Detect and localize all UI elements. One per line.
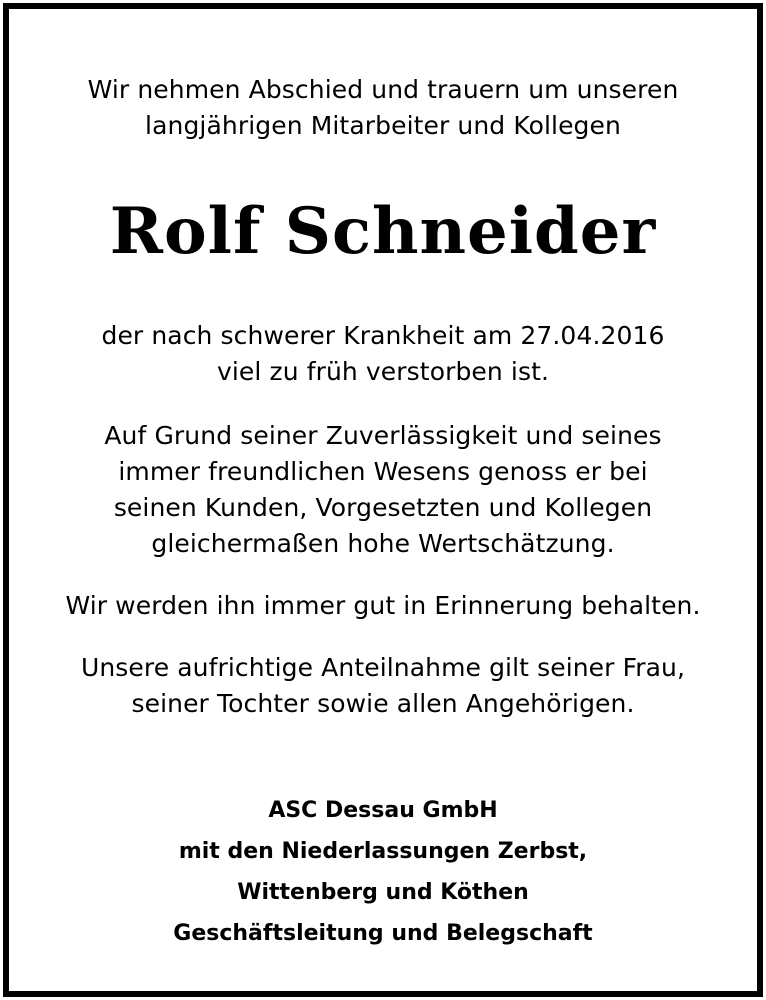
death-line: viel zu früh verstorben ist. — [216, 357, 550, 386]
deceased-name-text: Rolf Schneider — [109, 194, 657, 269]
intro-text — [0, 72, 766, 144]
condolence-line: Unsere aufrichtige Anteilnahme gilt seiner Frau, — [80, 653, 686, 682]
tribute-line: immer freundlichen Wesens genoss er bei — [118, 457, 648, 486]
condolence-line: seiner Tochter sowie allen Angehörigen. — [131, 689, 635, 718]
intro-line: Wir nehmen Abschied und trauern um unseren — [87, 75, 679, 104]
sender-signature — [0, 790, 766, 954]
sender-line: Geschäftsleitung und Belegschaft — [173, 921, 593, 946]
deceased-name — [0, 182, 766, 282]
condolence-paragraph — [0, 650, 766, 722]
death-line: der nach schwerer Krankheit am 27.04.2016 — [101, 321, 665, 350]
tribute-line: Auf Grund seiner Zuverlässigkeit und seines — [104, 421, 662, 450]
death-statement — [0, 318, 766, 390]
tribute-paragraph — [0, 418, 766, 562]
memory-statement — [0, 588, 766, 624]
tribute-line: gleichermaßen hohe Wertschätzung. — [151, 529, 615, 558]
intro-line: langjährigen Mitarbeiter und Kollegen — [145, 111, 621, 140]
tribute-line: seinen Kunden, Vorgesetzten und Kollegen — [113, 493, 653, 522]
memory-line: Wir werden ihn immer gut in Erinnerung behalten. — [65, 591, 701, 620]
sender-company: ASC Dessau GmbH — [268, 798, 498, 823]
sender-line: Wittenberg und Köthen — [237, 880, 529, 905]
sender-line: mit den Niederlassungen Zerbst, — [178, 839, 588, 864]
